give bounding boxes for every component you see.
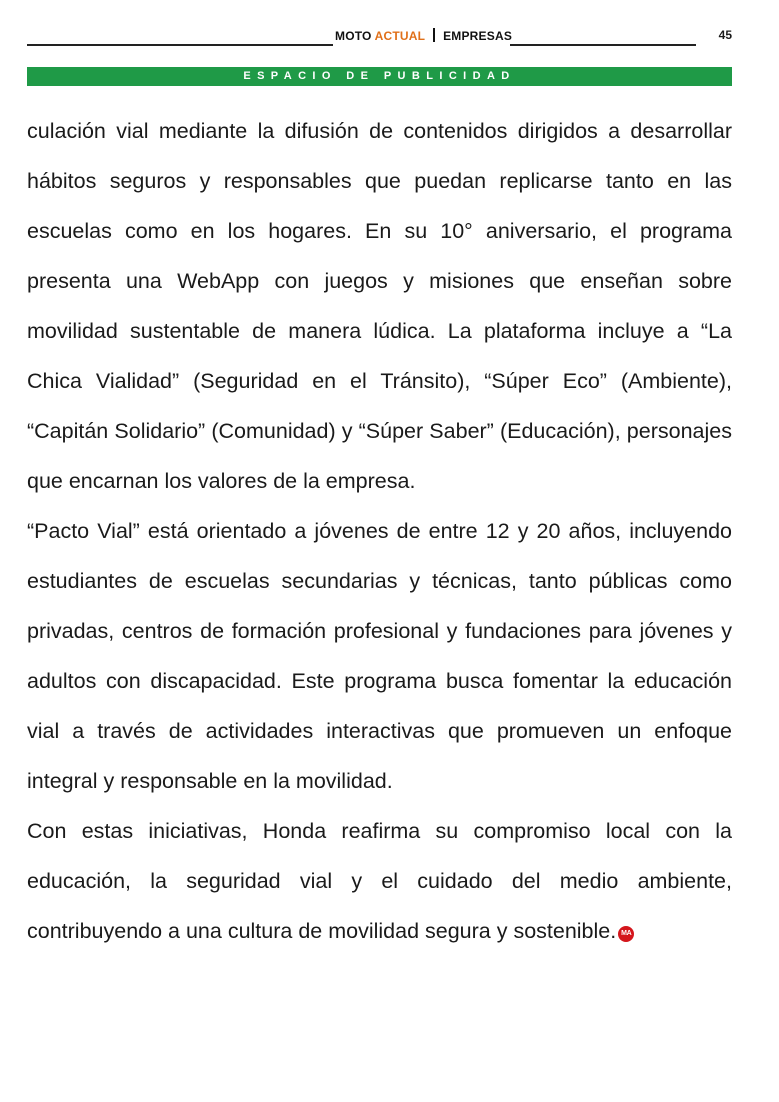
article-body bbox=[27, 106, 732, 956]
article-paragraph-2: “Pacto Vial” está orientado a jóvenes de entre 12 y 20 años, incluyendo estudiantes de escuelas secundarias y técnicas, tanto públicas como privadas, centros de formación profesional y fundaciones para jóvenes y adultos con discapacidad. Este programa busca fomentar la educación vial a través de actividades interactivas que promueven un enfoque integral y responsable en la movilidad. bbox=[27, 519, 732, 793]
masthead bbox=[335, 28, 512, 43]
article-paragraph-1: culación vial mediante la difusión de contenidos dirigidos a desarrollar hábitos seguros y responsables que puedan replicarse tanto en las escuelas como en los hogares. En su 10° aniversario, el programa presenta una WebApp con juegos y misiones que enseñan sobre movilidad sustentable de manera lúdica. La plataforma incluye a “La Chica Vialidad” (Seguridad en el Tránsito), “Súper Eco” (Ambiente), “Capitán Solidario” (Comunidad) y “Súper Saber” (Educación), personajes que encarnan los valores de la empresa. bbox=[27, 119, 732, 493]
article-paragraph-3 bbox=[27, 806, 732, 956]
brand-actual: ACTUAL bbox=[374, 29, 425, 43]
section-name: EMPRESAS bbox=[443, 29, 513, 43]
page-number: 45 bbox=[718, 28, 732, 42]
magazine-logo-icon: MA bbox=[618, 926, 634, 942]
page-header bbox=[27, 24, 732, 48]
masthead-separator bbox=[433, 28, 435, 42]
brand-moto: MOTO bbox=[335, 29, 372, 43]
header-rule-left bbox=[27, 44, 333, 46]
header-rule-right bbox=[510, 44, 696, 46]
article-paragraph-3-text: Con estas iniciativas, Honda reafirma su compromiso local con la educación, la seguridad vial y el cuidado del medio ambiente, contribuyendo a una cultura de movilidad segura y sostenible. bbox=[27, 819, 732, 943]
advertising-band: ESPACIO DE PUBLICIDAD bbox=[27, 67, 732, 86]
